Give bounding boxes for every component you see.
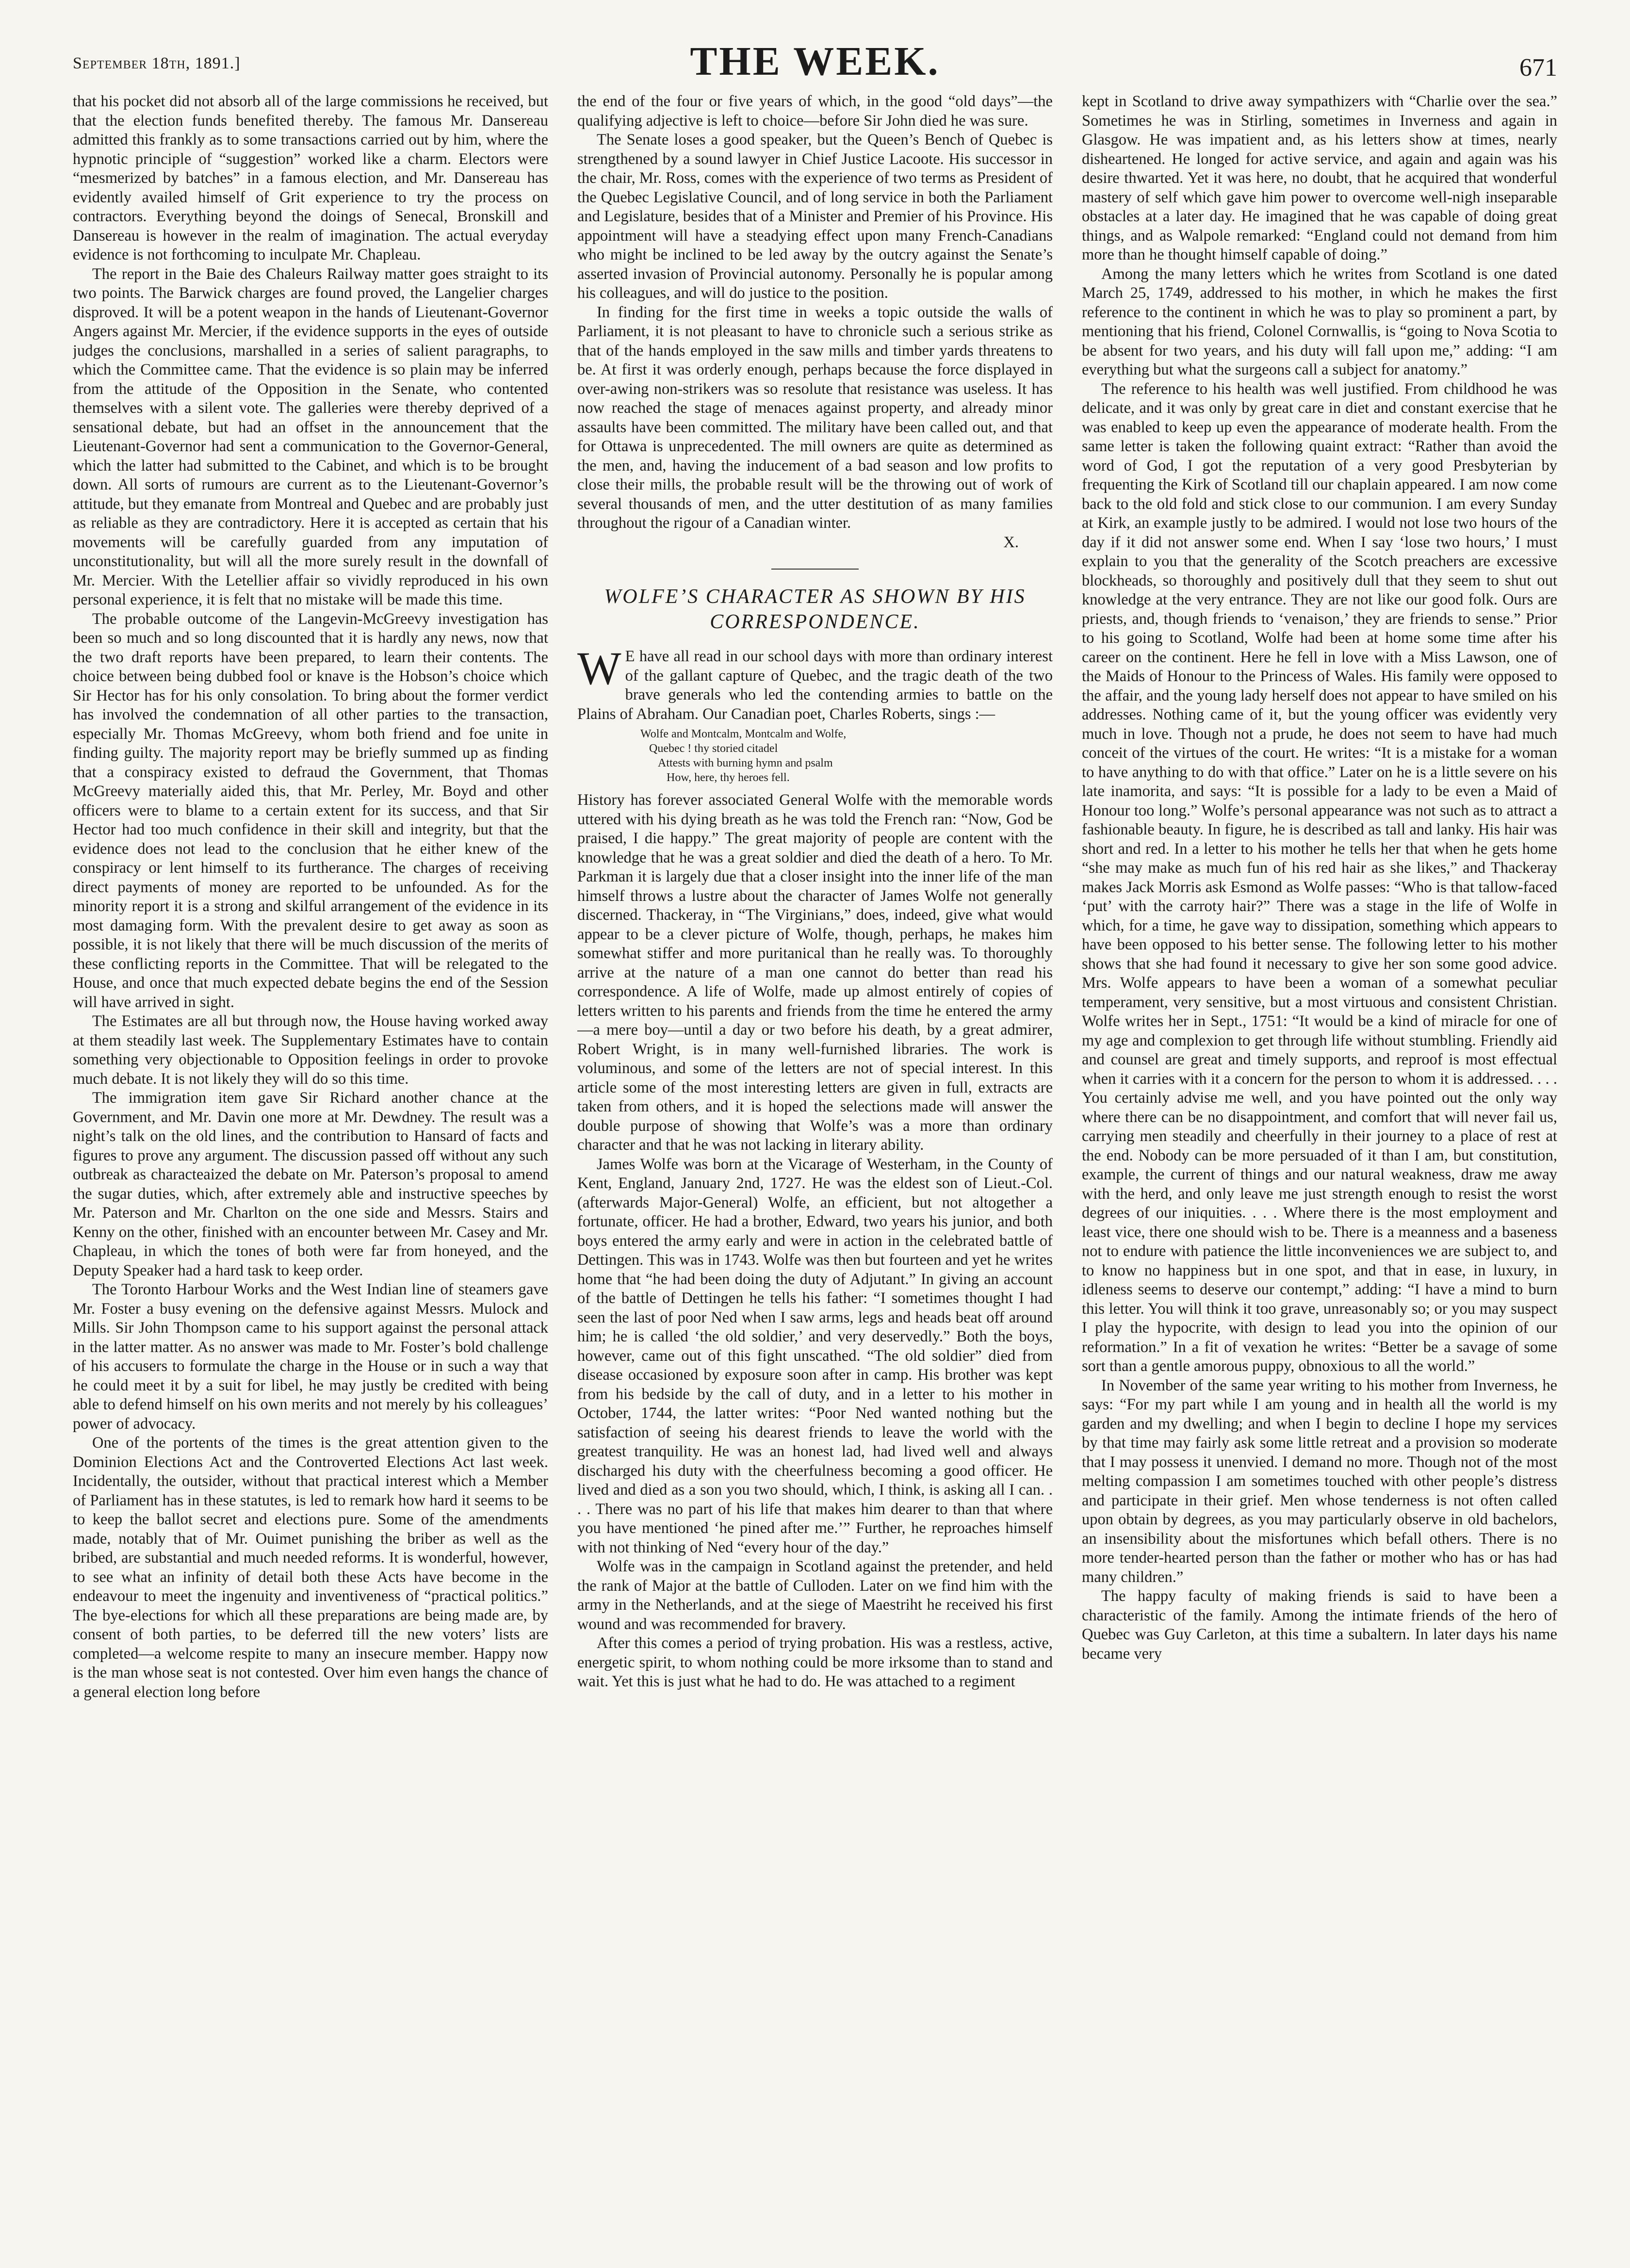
paragraph: After this comes a period of trying probation. His was a restless, active, energetic spirit, to whom nothing could be more irksome than to stand and wait. Yet this is just what he had to do. He was attached to a regiment	[577, 1634, 1053, 1690]
paragraph: kept in Scotland to drive away sympathizers with “Charlie over the sea.” Sometimes he was in Stirling, sometimes in Inverness and again in Glasgow. He was impatient and, as his letters show at times, nearly disheartened. He longed for active service, and again and again was his desire thwarted. Yet it was here, no doubt, that he acquired that wonderful mastery of self which gave him power to overcome well-nigh inseparable obstacles at a later day. He imagined that he was capable of doing great things, and as Walpole remarked: “England could not demand from him more than he thought himself capable of doing.”	[1082, 93, 1557, 263]
paragraph: The Senate loses a good speaker, but the Queen’s Bench of Quebec is strengthened by a sound lawyer in Chief Justice Lacoote. His successor in the chair, Mr. Ross, comes with the experience of two terms as President of the Quebec Legislative Council, and of long service in both the Parliament and Legislature, besides that of a Minister and Premier of his Province. His appointment will have a steadying effect upon many French-Canadians who might be inclined to be led away by the outcry against the Senate’s asserted invasion of Provincial autonomy. Personally he is popular among his colleagues, and will do justice to the position.	[577, 131, 1053, 302]
page-header	[73, 29, 1557, 87]
paragraph: The happy faculty of making friends is said to have been a characteristic of the family. Among the intimate friends of the hero of Quebec was Guy Carleton, at this time a subaltern. In later days his name became very	[1082, 1587, 1557, 1663]
paragraph: that his pocket did not absorb all of the large commissions he received, but that the election funds benefited thereby. The famous Mr. Dansereau admitted this frankly as to some transactions carried out by him, where the hypnotic principle of “suggestion” worked like a charm. Electors were “mesmerized by batches” in a famous election, and Mr. Dansereau has evidently availed himself of Grit experience to try the process on contractors. Everything beyond the doings of Senecal, Bronskill and Dansereau is however in the realm of imagination. The actual everyday evidence is not forthcoming to inculpate Mr. Chapleau.	[73, 93, 548, 263]
poem-line: Quebec ! thy storied citadel	[649, 742, 778, 755]
article-signature: X.	[1003, 533, 1019, 551]
column-2	[577, 92, 1053, 2246]
poem-line: Wolfe and Montcalm, Montcalm and Wolfe,	[640, 728, 847, 740]
paragraph: In finding for the first time in weeks a topic outside the walls of Parliament, it is not pleasant to have to chronicle such a serious strike as that of the hands employed in the saw mills and timber yards threatens to be. At first it was orderly enough, perhaps because the force displayed in over-awing non-strikers was so resolute that resistance was useless. It has now reached the stage of menaces against property, and already minor assaults have been committed. The military have been called out, and that for Ottawa is unprecedented. The mill owners are quite as determined as the men, and, having the inducement of a bad season and low profits to close their mills, the probable result will be the throwing out of work of several thousands of men, and the utter destitution of as many families throughout the rigour of a Canadian winter.	[577, 303, 1053, 532]
page-number: 671	[1519, 54, 1557, 82]
section-divider	[771, 569, 859, 570]
paragraph: the end of the four or five years of which, in the good “old days”—the qualifying adjective is left to choice—before Sir John died he was sure.	[577, 93, 1053, 130]
drop-cap: W	[577, 642, 621, 694]
paragraph: One of the portents of the times is the great attention given to the Dominion Elections Act and the Controverted Elections Act last week. Incidentally, the outsider, without that practical interest which a Member of Parliament has in these statutes, is led to remark how hard it seems to be to keep the ballot secret and elections pure. Some of the amendments made, notably that of Mr. Ouimet punishing the briber as well as the bribed, are substantial and much needed reforms. It is wonderful, however, to see what an infinity of detail both these Acts have become in the endeavour to meet the ingenuity and inventiveness of “practical politics.” The bye-elections for which all these preparations are being made are, by consent of both parties, to be deferred till the new voters’ lists are completed—a welcome respite to many an insecure member. Happy now is the man whose seat is not contested. Over him even hangs the chance of a general election long before	[73, 1434, 548, 1701]
issue-date: September 18th, 1891.]	[73, 54, 241, 72]
paragraph: Wolfe was in the campaign in Scotland against the pretender, and held the rank of Major at the battle of Culloden. Later on we find him with the army in the Netherlands, and at the siege of Maestriht he received his first wound and was recommended for bravery.	[577, 1558, 1053, 1633]
paragraph: The probable outcome of the Langevin-McGreevy investigation has been so much and so long discounted that it is hardly any news, now that the two draft reports have been prepared, to learn their contents. The choice between being dubbed fool or knave is the Hobson’s choice which Sir Hector has for his only consolation. To bring about the former verdict has involved the condemnation of all other parties to the transaction, especially Mr. Thomas McGreevy, whom both friend and foe unite in finding guilty. The majority report may be briefly summed up as finding that a conspiracy existed to defraud the Government, that Thomas McGreevy materially aided this, that Mr. Perley, Mr. Boyd and other officers were to blame to a certain extent for its success, and that Sir Hector had too much confidence in their skill and integrity, but that the evidence does not lead to the conclusion that he either knew of the conspiracy or lent himself to its furtherance. The charges of receiving direct payments of money are reported to be unfounded. As for the minority report it is a strong and skilful arrangement of the evidence in its most damaging form. With the prevalent desire to get away as soon as possible, it is not likely that there will be much discussion of the merits of these conflicting reports in the Committee. That will be relegated to the House, and once that much expected debate begins the end of the Session will have arrived in sight.	[73, 610, 548, 1011]
poem-quote	[640, 727, 1053, 785]
poem-line: How, here, thy heroes fell.	[667, 771, 790, 784]
publication-title: THE WEEK.	[690, 39, 940, 84]
paragraph: History has forever associated General Wolfe with the memorable words uttered with his dying breath as he was told the French ran: “Now, God be praised, I die happy.” The great majority of people are content with the knowledge that he was a great soldier and died the death of a hero. To Mr. Parkman it is largely due that a closer insight into the inner life of the man himself throws a lustre about the character of James Wolfe not generally discerned. Thackeray, in “The Virginians,” does, indeed, give what would appear to be a clever picture of Wolfe, though, perhaps, he makes him somewhat stiffer and more puritanical than he really was. To thoroughly arrive at the nature of a man one cannot do better than read his correspondence. A life of Wolfe, made up almost entirely of copies of letters written to his parents and friends from the time he entered the army—a mere boy—until a day or two before his death, by a great admirer, Robert Wright, is in many well-furnished libraries. The work is voluminous, and some of the letters are not of special interest. In this article some of the most interesting letters are given in full, extracts are taken from others, and it is hoped the selections made will answer the double purpose of showing that Wolfe’s was a more than ordinary character and that he was not lacking in literary ability.	[577, 791, 1053, 1154]
paragraph: In November of the same year writing to his mother from Inverness, he says: “For my part while I am young and in health all the world is my garden and my dwelling; and when I begin to decline I hope my services by that time may fairly ask some little retreat and a provision so moderate that I may possess it unenvied. I demand no more. Though not of the most melting compassion I am sometimes touched with other people’s distress and participate in their grief. Men whose tenderness is not often called upon obtain by degrees, as you may particularly observe in old bachelors, an insensibility about the misfortunes which befall others. There is no more tender-hearted person than the father or mother who has or has had many children.”	[1082, 1376, 1557, 1586]
paragraph: The Toronto Harbour Works and the West Indian line of steamers gave Mr. Foster a busy evening on the defensive against Messrs. Mulock and Mills. Sir John Thompson came to his support against the personal attack in the latter matter. As no answer was made to Mr. Foster’s bold challenge of his accusers to formulate the charge in the House or in such a way that he could meet it by a suit for libel, he may justly be credited with being able to defend himself on his own merits and not merely by his colleagues’ power of advocacy.	[73, 1281, 548, 1433]
article-intro	[577, 642, 1053, 724]
paragraph: Among the many letters which he writes from Scotland is one dated March 25, 1749, addressed to his mother, in which he makes the first reference to the continent in which he was to play so prominent a part, by mentioning that his friend, Colonel Cornwallis, is “going to Nova Scotia to be absent for two years, and his duty will fall upon me,” adding: “I am everything but what the surgeons call a subject for anatomy.”	[1082, 265, 1557, 378]
paragraph: James Wolfe was born at the Vicarage of Westerham, in the County of Kent, England, January 2nd, 1727. He was the eldest son of Lieut.-Col. (afterwards Major-General) Wolfe, an efficient, but not altogether a fortunate, officer. He had a brother, Edward, two years his junior, and both boys entered the army early and were in action in the celebrated battle of Dettingen. This was in 1743. Wolfe was then but fourteen and yet he writes home that “he had been doing the duty of Adjutant.” In giving an account of the battle of Dettingen he tells his father: “I sometimes thought I had seen the last of poor Ned when I saw arms, legs and heads beat off around him; he is called ‘the old soldier,’ and very deservedly.” Both the boys, however, came out of this fight unscathed. “The old soldier” died from disease occasioned by exposure soon after in camp. His brother was kept from his bedside by the call of duty, and in a letter to his mother in October, 1744, the latter writes: “Poor Ned wanted nothing but the satisfaction of seeing his dearest friends to leave the world with the greatest tranquility. He was an honest lad, had lived well and always discharged his duty with the cheerfulness becoming a good officer. He lived and died as a son you two should, which, I think, is asking all I can. . . . There was no part of his life that makes him dearer to than that where you have mentioned ‘he pined after me.’” Further, he reproaches himself with not thinking of Ned “every hour of the day.”	[577, 1155, 1053, 1556]
column-1	[73, 92, 548, 2246]
column-3	[1082, 92, 1557, 2246]
paragraph: The Estimates are all but through now, the House having worked away at them steadily last week. The Supplementary Estimates have to contain something very objectionable to Opposition feelings in order to provoke much debate. It is not likely they will do so this time.	[73, 1012, 548, 1088]
intro-text: E have all read in our school days with more than ordinary interest of the gallant capture of Quebec, and the tragic death of the two brave generals who led the contending armies to battle on the Plains of Abraham. Our Canadian poet, Charles Roberts, sings :—	[577, 648, 1053, 723]
poem-line: Attests with burning hymn and psalm	[658, 757, 833, 769]
article-title: WOLFE’S CHARACTER AS SHOWN BY HIS CORRESPONDENCE.	[604, 586, 1026, 633]
paragraph: The reference to his health was well justified. From childhood he was delicate, and it was only by great care in diet and constant exercise that he was enabled to keep up even the appearance of moderate health. From the same letter is taken the following quaint extract: “Rather than avoid the word of God, I got the reputation of a very good Presbyterian by frequenting the Kirk of Scotland till our chaplain appeared. I am now come back to the old fold and stick close to our communion. I am every Sunday at Kirk, an example justly to be admired. I would not lose two hours of the day if it did not answer some end. When I say ‘lose two hours,’ I must explain to you that the generality of the Scotch preachers are excessive blockheads, so thoroughly and positively dull that they seem to shut out knowledge at the very entrance. They are not like our good folk. Ours are priests, and, though friends to ‘venaison,’ they are friends to sense.” Prior to his going to Scotland, Wolfe had been at home some time after his career on the continent. Here he fell in love with a Miss Lawson, one of the Maids of Honour to the Princess of Wales. His family were opposed to the affair, and the young lady herself does not appear to have smiled on his addresses. Nothing came of it, but the young officer was evidently very much in love. Though not a prude, he does not seem to have had much conceit of the virtues of the court. He writes: “It is a mistake for a woman to have anything to do with that office.” Later on he is a little severe on his late inamorita, and says: “It is possible for a lady to be even a Maid of Honour too long.” Wolfe’s personal appearance was not such as to attract a fashionable beauty. In figure, he is described as tall and lanky. His hair was short and red. In a letter to his mother he tells her that when he gets home “she may make as much fun of his red hair as she likes,” and Thackeray makes Jack Morris ask Esmond as Wolfe passes: “Who is that tallow-faced ‘put’ with the carroty hair?” There was a stage in the life of Wolfe in which, for a time, he gave way to dissipation, something which appears to have been opposed to his better sense. The following letter to his mother shows that she had found it necessary to give her son some good advice. Mrs. Wolfe appears to have been a woman of a somewhat peculiar temperament, very sensitive, but a most virtuous and consistent Christian. Wolfe writes her in Sept., 1751: “It would be a kind of miracle for one of my age and complexion to get through life without stumbling. Friendly aid and counsel are great and timely supports, and reproof is most effectual when it carries with it a concern for the person to whom it is addressed. . . . You certainly advise me well, and you have pointed out the only way where there can be no disappointment, and comfort that will never fail us, carrying men steadily and cheerfully in their journey to a place of rest at the end. Nobody can be more persuaded of it than I am, but constitution, example, the current of things and our natural weakness, draw me away with the herd, and only leave me just strength enough to resist the worst degrees of our iniquities. . . . Where there is the most employment and least vice, there one should wish to be. There is a meanness and a baseness not to endure with patience the little inconveniences we are subject to, and to know no happiness but in one spot, and that in ease, in luxury, in idleness seems to deserve our contempt,” adding: “I have a mind to burn this letter. You will think it too grave, unreasonably so; or you may suspect I play the hypocrite, with design to lead you into the opinion of our reformation.” In a fit of vexation he writes: “Better be a savage of some sort than a gentle amorous puppy, obnoxious to all the world.”	[1082, 380, 1557, 1375]
paragraph: The report in the Baie des Chaleurs Railway matter goes straight to its two points. The Barwick charges are found proved, the Langelier charges disproved. It will be a potent weapon in the hands of Lieutenant-Governor Angers against Mr. Mercier, if the evidence supports in the eyes of outside judges the conclusions, marshalled in a series of salient paragraphs, to which the Committee came. That the evidence is so plain may be inferred from the attitude of the Opposition in the Senate, who contented themselves with a silent vote. The galleries were thereby deprived of a sensational debate, but had an offset in the announcement that the Lieutenant-Governor had sent a communication to the Governor-General, which the latter had submitted to the Cabinet, and which is to be brought down. All sorts of rumours are current as to the Lieutenant-Governor’s attitude, but they emanate from Montreal and Quebec and are probably just as reliable as they are contradictory. Here it is accepted as certain that his movements will be carefully guarded from any imputation of unconstitutionality, but will all the more surely result in the downfall of Mr. Mercier. With the Letellier affair so vividly reproduced in his own personal experience, it is felt that no mistake will be made this time.	[73, 265, 548, 608]
paragraph: The immigration item gave Sir Richard another chance at the Government, and Mr. Davin one more at Mr. Dewdney. The result was a night’s talk on the old lines, and the contribution to Hansard of facts and figures to prove any argument. The discussion passed off without any such outbreak as characteaized the debate on Mr. Paterson’s proposal to amend the sugar duties, which, after extremely able and instructive speeches by Mr. Paterson and Mr. Charlton on the one side and Messrs. Stairs and Kenny on the other, finished with an encounter between Mr. Casey and Mr. Chapleau, in which the tones of both were far from honeyed, and the Deputy Speaker had a hard task to keep order.	[73, 1089, 548, 1279]
